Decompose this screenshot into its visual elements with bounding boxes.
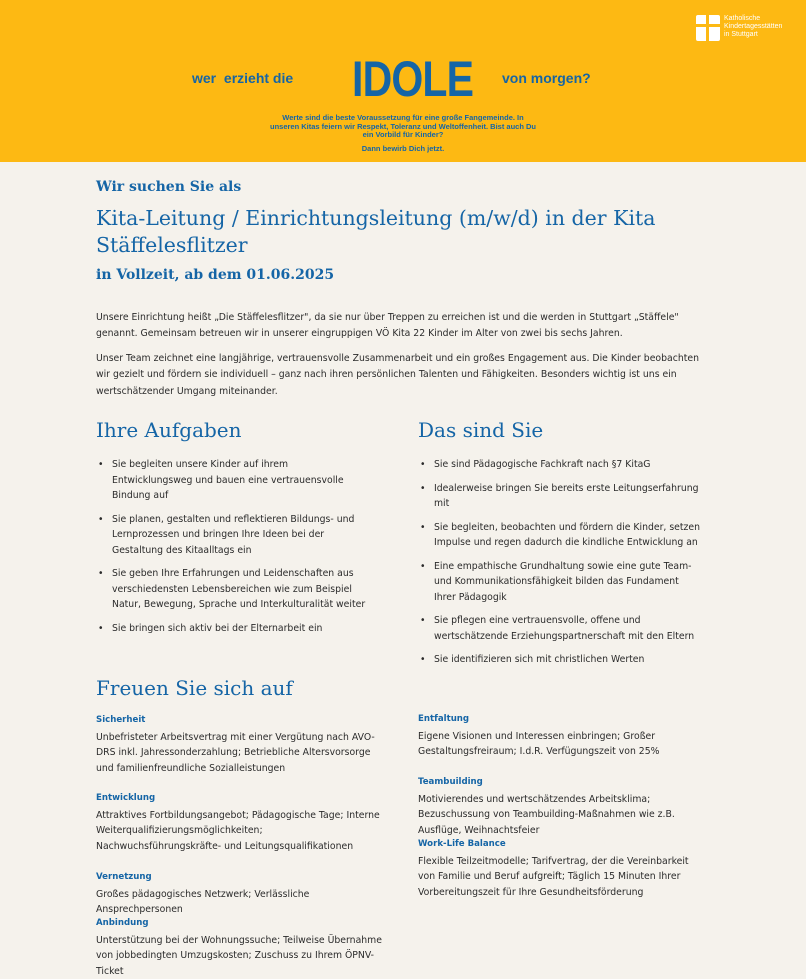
banner-text-line: ein Vorbild für Kinder? (362, 130, 444, 139)
banner-text-line: unseren Kitas feiern wir Respekt, Toleranz und Weltoffenheit. Bist auch Du (269, 121, 536, 131)
cross-icon (696, 15, 720, 41)
header-banner (0, 0, 806, 162)
logo-line: in Stuttgart (724, 31, 758, 38)
list-item: • Eine empathische Grundhaltung sowie eine gute Team- und Kommunikationsfähigkeit bilden das Fundament Ihrer Pädagogik (418, 559, 703, 606)
benefit-item (96, 791, 388, 854)
benefit-item (96, 870, 388, 918)
benefit-title: Entfaltung (418, 714, 470, 724)
list-item: • Sie planen, gestalten und reflektieren Bildungs- und Lernprozessen und bringen Ihre Ideen bei der Gestaltung des Kitaalltags ein (96, 512, 371, 559)
section-heading-profil: Das sind Sie (418, 418, 544, 442)
benefit-text: Unterstützung bei der Wohnungssuche; Teilweise Übernahme von jobbedingten Umzugskosten; Zuschuss zu Ihrem ÖPNV-Ticket (96, 934, 382, 977)
benefit-item (96, 916, 388, 979)
section-heading-benefits: Freuen Sie sich auf (96, 676, 293, 700)
benefit-text: Eigene Visionen und Interessen einbringen; Großer Gestaltungsfreiraum; I.d.R. Verfügungszeit von 25% (418, 730, 660, 757)
aufgaben-list (96, 457, 371, 644)
benefit-text: Unbefristeter Arbeitsvertrag mit einer Vergütung nach AVO-DRS inkl. Jahressonderzahlung; Betriebliche Altersvorsorge und familienfreundliche Sozialleistungen (96, 731, 375, 774)
benefit-title: Teambuilding (418, 777, 483, 787)
logo-line: Katholische (724, 15, 761, 22)
benefit-item (418, 775, 708, 838)
benefit-title: Work-Life Balance (418, 839, 506, 849)
banner-headline: IDOLE (352, 51, 474, 107)
benefit-text: Flexible Teilzeitmodelle; Tarifvertrag, der die Vereinbarkeit von Familie und Beruf aufgreift; Täglich 15 Minuten Ihrer Vorbereitungszeit für Ihre Gesundheitsförderung (418, 855, 689, 898)
list-item: • Sie identifizieren sich mit christlichen Werten (418, 652, 703, 668)
organization-logo (696, 15, 782, 41)
list-item: • Sie bringen sich aktiv bei der Elternarbeit ein (96, 621, 371, 637)
benefit-title: Entwicklung (96, 793, 156, 803)
list-item: • Idealerweise bringen Sie bereits erste Leitungserfahrung mit (418, 481, 703, 512)
benefit-item (418, 712, 708, 760)
list-item: • Sie begleiten unsere Kinder auf ihrem Entwicklungsweg und bauen eine vertrauensvolle Bindung auf (96, 457, 371, 504)
benefit-title: Vernetzung (96, 872, 152, 882)
benefit-title: Anbindung (96, 918, 149, 928)
benefit-text: Großes pädagogisches Netzwerk; Verlässliche Ansprechpersonen (96, 888, 310, 915)
banner-text (240, 114, 566, 140)
list-item: • Sie sind Pädagogische Fachkraft nach §7 KitaG (418, 457, 703, 473)
benefit-item (96, 713, 381, 776)
benefit-title: Sicherheit (96, 715, 146, 725)
paragraph: Unsere Einrichtung heißt „Die Stäffelesflitzer", da sie nur über Treppen zu erreichen ist und die werden in Stuttgart „Stäffele" genannt. Gemeinsam betreuen wir in unserer eingruppigen VÖ Kita 22 Kinder im Alter von zwei bis sechs Jahren. (96, 312, 679, 340)
job-title: Kita-Leitung / Einrichtungsleitung (m/w/d) in der Kita Stäffelesflitzer (96, 206, 656, 257)
section-heading-aufgaben: Ihre Aufgaben (96, 418, 242, 442)
list-item: • Sie begleiten, beobachten und fördern die Kinder, setzen Impulse und regen dadurch die kindliche Entwicklung an (418, 520, 703, 551)
banner-tag-left: wer erzieht die (192, 70, 294, 86)
banner-text-line: Werte sind die beste Voraussetzung für eine große Fangemeinde. In (282, 113, 524, 122)
intro-label: Wir suchen Sie als (96, 179, 242, 195)
job-subtitle: in Vollzeit, ab dem 01.06.2025 (96, 267, 335, 283)
benefit-item (418, 837, 708, 900)
list-item: • Sie geben Ihre Erfahrungen und Leidenschaften aus verschiedensten Lebensbereichen wie zum Beispiel Natur, Bewegung, Sprache und Interkulturalität weiter (96, 566, 371, 613)
benefit-text: Motivierendes und wertschätzendes Arbeitsklima; Bezuschussung von Teambuilding-Maßnahmen wie z.B. Ausflüge, Weihnachtsfeier (418, 793, 675, 836)
banner-tag-right: von morgen? (502, 70, 591, 86)
profil-list (418, 457, 703, 676)
banner-cta: Dann bewirb Dich jetzt. (361, 144, 445, 153)
paragraph: Unser Team zeichnet eine langjährige, vertrauensvolle Zusammenarbeit und ein großes Engagement aus. Die Kinder beobachten wir gezielt und fördern sie individuell – ganz nach ihren persönlichen Talenten und Fähigkeiten. Besonders wichtig ist uns ein wertschätzender Umgang miteinander. (96, 353, 699, 397)
benefit-text: Attraktives Fortbildungsangebot; Pädagogische Tage; Interne Weiterqualifizierungsmöglichkeiten; Nachwuchsführungskräfte- und Leitungsqualifikationen (96, 809, 380, 852)
logo-line: Kindertagesstätten (724, 23, 783, 30)
list-item: • Sie pflegen eine vertrauensvolle, offene und wertschätzende Erziehungspartnerschaft mit den Eltern (418, 613, 703, 644)
